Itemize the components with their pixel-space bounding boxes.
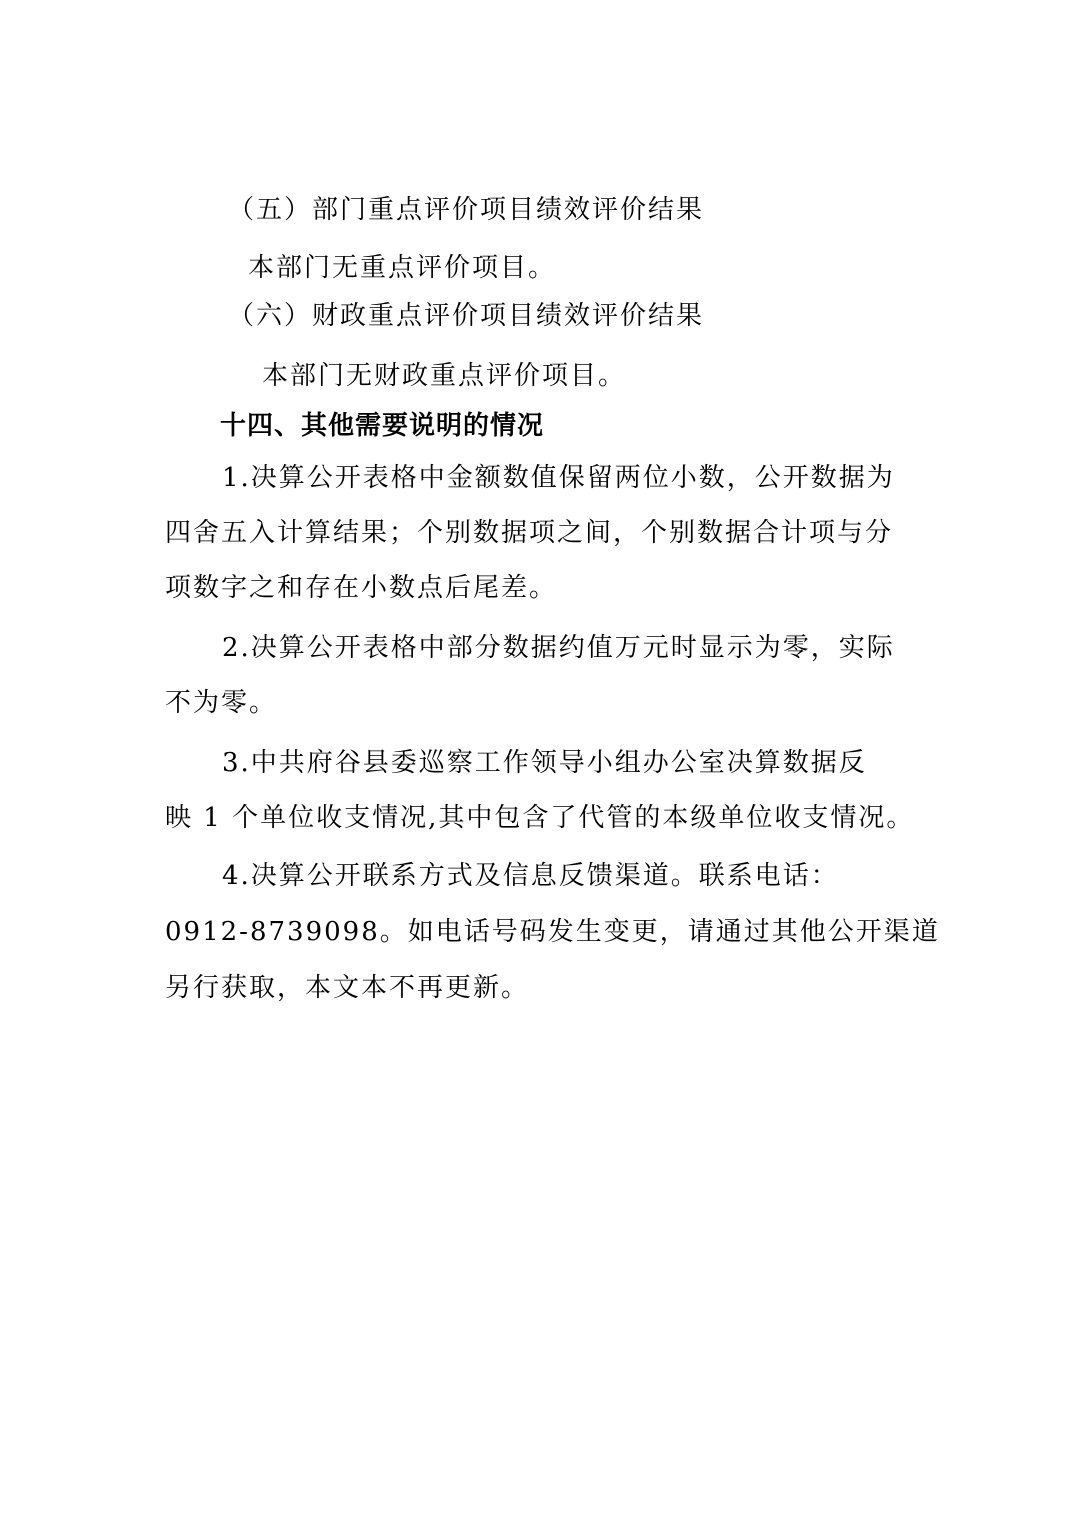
item-1-line-1: 1.决算公开表格中金额数值保留两位小数，公开数据为: [222, 463, 895, 493]
section-5-heading: （五）部门重点评价项目绩效评价结果: [228, 195, 705, 225]
section-14-heading: 十四、其他需要说明的情况: [220, 411, 545, 441]
item-4-line-3: 另行获取，本文本不再更新。: [165, 973, 530, 1003]
item-1-line-3: 项数字之和存在小数点后尾差。: [165, 573, 558, 603]
section-6-body: 本部门无财政重点评价项目。: [262, 361, 627, 391]
section-5-body: 本部门无重点评价项目。: [248, 253, 557, 283]
item-4-line-1: 4.决算公开联系方式及信息反馈渠道。联系电话：: [222, 861, 839, 891]
item-2-line-2: 不为零。: [165, 688, 278, 718]
item-3-line-2: 映 1 个单位收支情况,其中包含了代管的本级单位收支情况。: [165, 803, 915, 833]
item-1-line-2: 四舍五入计算结果；个别数据项之间，个别数据合计项与分: [165, 518, 894, 548]
section-6-heading: （六）财政重点评价项目绩效评价结果: [228, 301, 705, 331]
item-2-line-1: 2.决算公开表格中部分数据约值万元时显示为零，实际: [222, 633, 895, 663]
item-3-line-1: 3.中共府谷县委巡察工作领导小组办公室决算数据反: [222, 748, 867, 778]
item-4-line-2: 0912-8739098。如电话号码发生变更，请通过其他公开渠道: [165, 917, 940, 947]
